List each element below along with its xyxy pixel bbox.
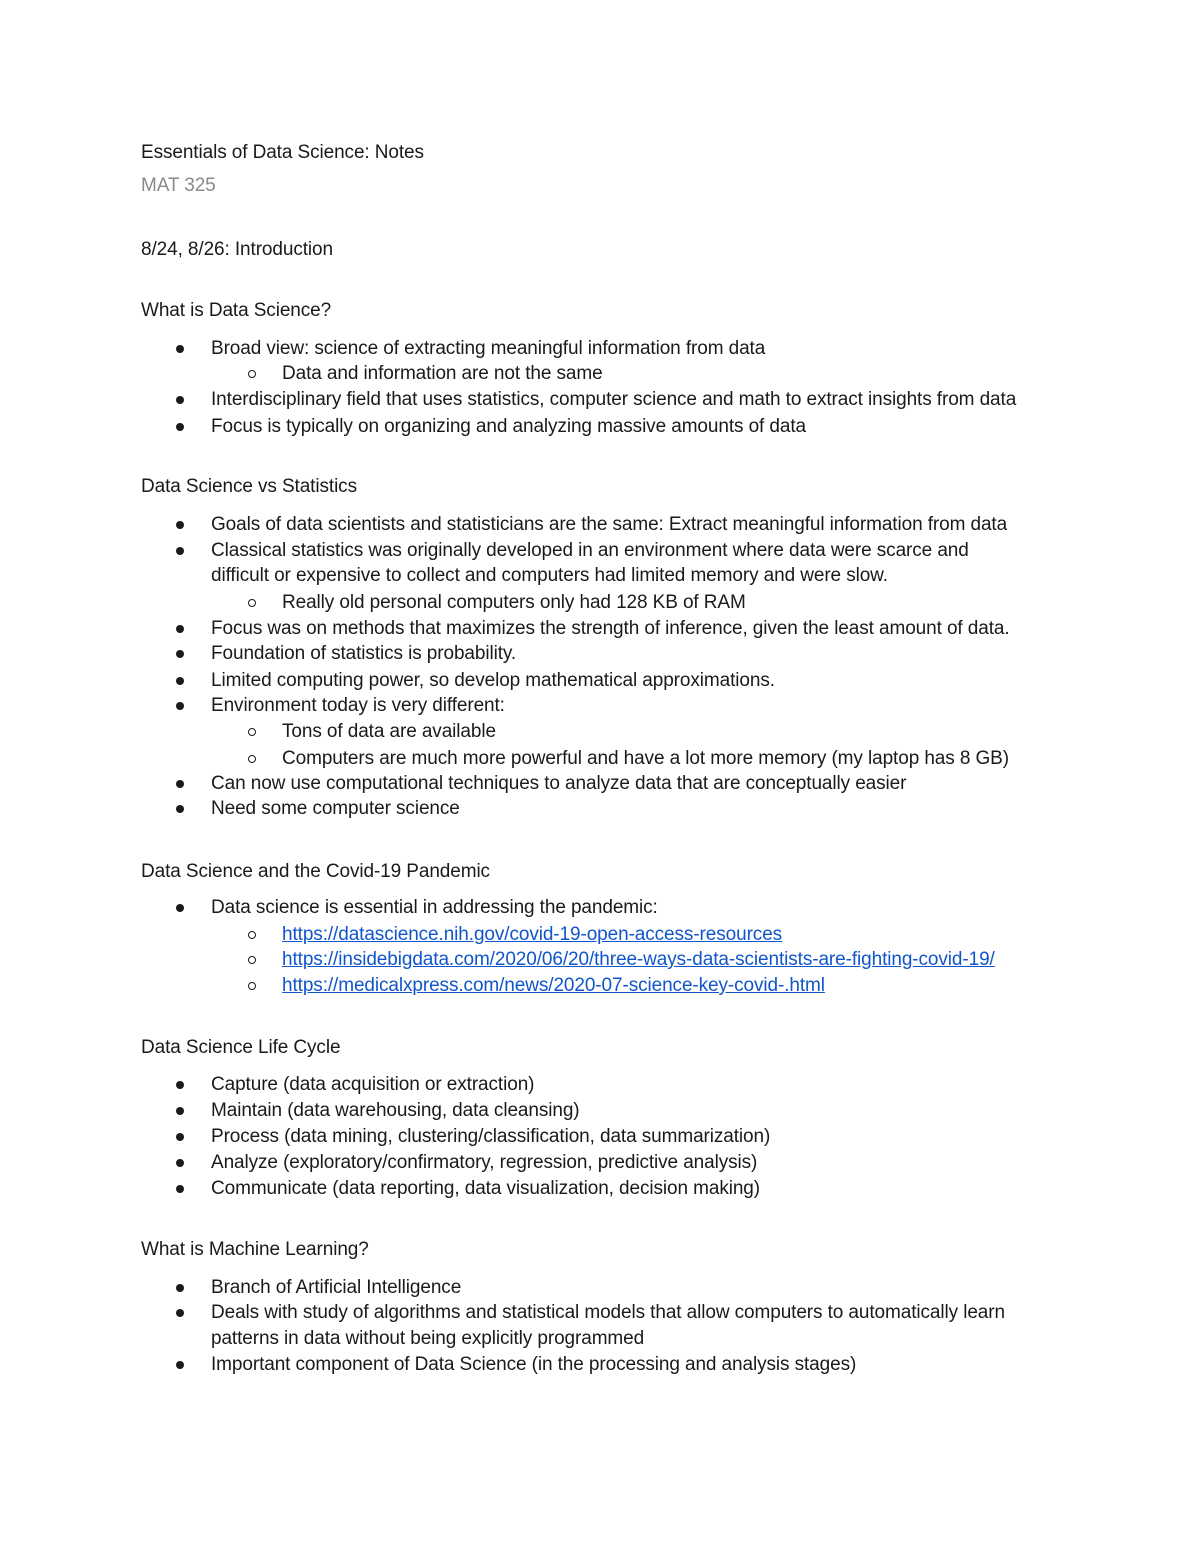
list-item: Important component of Data Science (in the processing and analysis stages) <box>211 1354 857 1375</box>
bullet-icon <box>176 805 184 813</box>
bullet-icon <box>176 780 184 788</box>
list-item: Communicate (data reporting, data visualization, decision making) <box>211 1178 761 1199</box>
list-item: Tons of data are available <box>282 721 496 742</box>
bullet-icon <box>176 396 184 404</box>
list-item: Can now use computational techniques to analyze data that are conceptually easier <box>211 773 907 794</box>
list-item: Data and information are not the same <box>282 363 603 384</box>
list-item-continuation: difficult or expensive to collect and computers had limited memory and were slow. <box>211 565 888 586</box>
bullet-icon <box>176 1133 184 1141</box>
document-title: Essentials of Data Science: Notes <box>141 142 424 163</box>
list-item: Analyze (exploratory/confirmatory, regression, predictive analysis) <box>211 1152 758 1173</box>
document-subtitle: MAT 325 <box>141 175 216 196</box>
hollow-bullet-icon <box>248 755 256 763</box>
hollow-bullet-icon <box>248 599 256 607</box>
list-item: Need some computer science <box>211 798 460 819</box>
bullet-icon <box>176 904 184 912</box>
list-item: Interdisciplinary field that uses statistics, computer science and math to extract insights from data <box>211 389 1017 410</box>
list-item: Focus was on methods that maximizes the strength of inference, given the least amount of data. <box>211 618 1010 639</box>
section-heading: Data Science vs Statistics <box>141 476 357 497</box>
hollow-bullet-icon <box>248 370 256 378</box>
bullet-icon <box>176 650 184 658</box>
link-medicalxpress-article[interactable]: https://medicalxpress.com/news/2020-07-science-key-covid-.html <box>282 975 825 996</box>
list-item: Really old personal computers only had 128 KB of RAM <box>282 592 746 613</box>
bullet-icon <box>176 1107 184 1115</box>
list-item: Foundation of statistics is probability. <box>211 643 517 664</box>
section-heading: What is Data Science? <box>141 300 332 321</box>
bullet-icon <box>176 677 184 685</box>
link-nih-covid-resources[interactable]: https://datascience.nih.gov/covid-19-open-access-resources <box>282 924 783 945</box>
bullet-icon <box>176 625 184 633</box>
list-item: Computers are much more powerful and have a lot more memory (my laptop has 8 GB) <box>282 748 1009 769</box>
list-item: Limited computing power, so develop mathematical approximations. <box>211 670 775 691</box>
list-item: Data science is essential in addressing the pandemic: <box>211 897 658 918</box>
bullet-icon <box>176 1361 184 1369</box>
bullet-icon <box>176 1159 184 1167</box>
list-item: Environment today is very different: <box>211 695 505 716</box>
link-insidebigdata-article[interactable]: https://insidebigdata.com/2020/06/20/three-ways-data-scientists-are-fighting-covid-19/ <box>282 949 995 970</box>
bullet-icon <box>176 1185 184 1193</box>
list-item: Deals with study of algorithms and statistical models that allow computers to automatically learn <box>211 1302 1005 1323</box>
bullet-icon <box>176 345 184 353</box>
bullet-icon <box>176 1284 184 1292</box>
bullet-icon <box>176 702 184 710</box>
list-item-continuation: patterns in data without being explicitly programmed <box>211 1328 645 1349</box>
list-item: Goals of data scientists and statisticians are the same: Extract meaningful information from data <box>211 514 1008 535</box>
list-item: Focus is typically on organizing and analyzing massive amounts of data <box>211 416 806 437</box>
date-heading: 8/24, 8/26: Introduction <box>141 239 333 260</box>
hollow-bullet-icon <box>248 982 256 990</box>
bullet-icon <box>176 1081 184 1089</box>
list-item: Maintain (data warehousing, data cleansing) <box>211 1100 580 1121</box>
bullet-icon <box>176 521 184 529</box>
list-item: Capture (data acquisition or extraction) <box>211 1074 535 1095</box>
bullet-icon <box>176 1309 184 1317</box>
bullet-icon <box>176 547 184 555</box>
section-heading: What is Machine Learning? <box>141 1239 369 1260</box>
list-item: Broad view: science of extracting meaningful information from data <box>211 338 766 359</box>
hollow-bullet-icon <box>248 931 256 939</box>
section-heading: Data Science and the Covid-19 Pandemic <box>141 861 490 882</box>
list-item: Branch of Artificial Intelligence <box>211 1277 462 1298</box>
list-item: Process (data mining, clustering/classification, data summarization) <box>211 1126 771 1147</box>
bullet-icon <box>176 423 184 431</box>
hollow-bullet-icon <box>248 956 256 964</box>
section-heading: Data Science Life Cycle <box>141 1037 341 1058</box>
list-item: Classical statistics was originally developed in an environment where data were scarce and <box>211 540 969 561</box>
hollow-bullet-icon <box>248 728 256 736</box>
